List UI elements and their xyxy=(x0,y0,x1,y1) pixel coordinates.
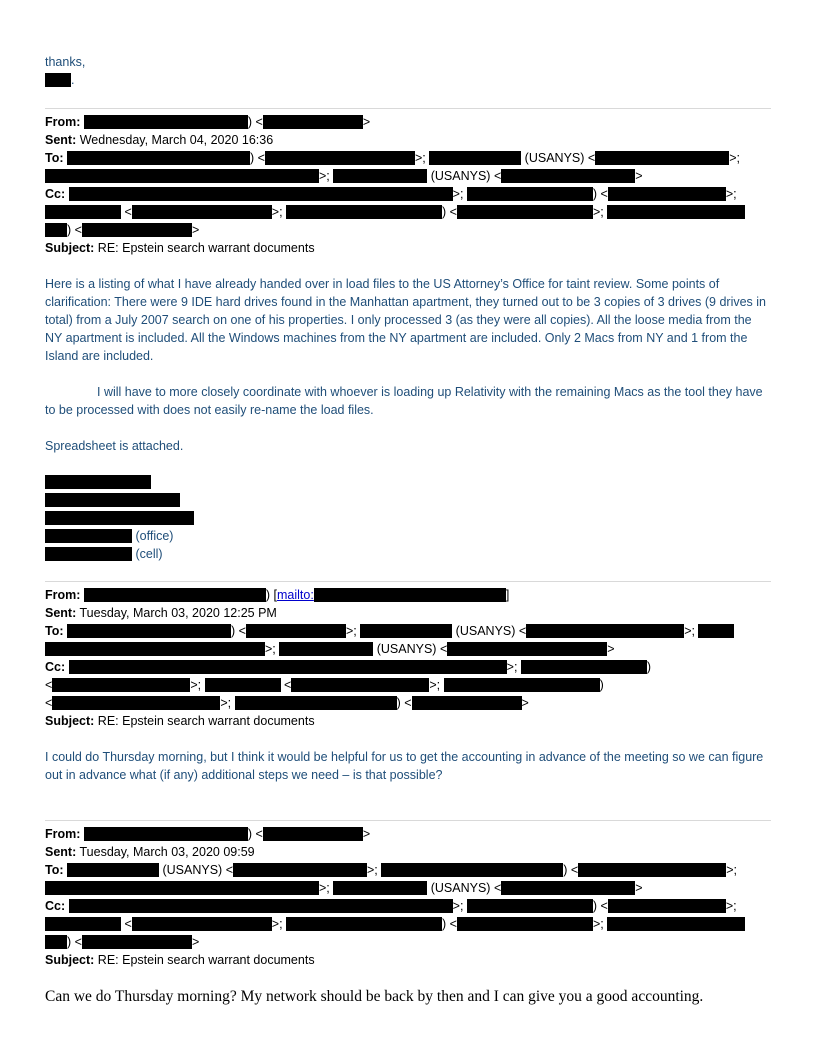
redaction xyxy=(286,917,442,931)
redaction xyxy=(69,660,507,674)
redaction xyxy=(291,678,429,692)
email1-body-paragraph-3: Spreadsheet is attached. xyxy=(45,439,184,453)
redaction xyxy=(444,678,600,692)
email3-to-line1: To: (USANYS) < >; ) < >; xyxy=(45,863,737,877)
closing-thanks: thanks, xyxy=(45,55,86,69)
email1-subject: Subject: RE: Epstein search warrant documents xyxy=(45,241,315,255)
redaction xyxy=(608,187,726,201)
signature-line xyxy=(45,492,180,508)
redaction xyxy=(69,187,453,201)
redaction xyxy=(526,624,684,638)
redaction xyxy=(263,827,363,841)
redaction xyxy=(82,223,192,237)
redaction xyxy=(607,205,745,219)
redaction xyxy=(457,917,593,931)
redaction xyxy=(45,511,194,525)
redaction xyxy=(52,678,190,692)
email1-from: From: ) < > xyxy=(45,115,371,129)
divider xyxy=(45,108,771,109)
email1-to-line2: >; (USANYS) < > xyxy=(45,168,643,184)
redaction xyxy=(52,696,220,710)
email3-cc-line3: ) < > xyxy=(45,934,199,950)
signature-cell-phone: (cell) xyxy=(45,546,163,562)
redaction xyxy=(333,169,427,183)
redaction xyxy=(263,115,363,129)
email3-cc-line1: Cc: >; ) < >; xyxy=(45,899,737,913)
email1-cc-line3: ) < > xyxy=(45,222,199,238)
divider xyxy=(45,820,771,821)
redaction xyxy=(132,205,272,219)
redaction xyxy=(45,223,67,237)
redaction xyxy=(608,899,726,913)
redaction xyxy=(84,827,248,841)
redaction xyxy=(333,881,427,895)
email2-to-line2: >; (USANYS) < > xyxy=(45,641,615,657)
email1-cc-line1: Cc: >; ) < >; xyxy=(45,187,737,201)
redaction xyxy=(235,696,397,710)
redaction xyxy=(412,696,522,710)
redaction xyxy=(429,151,521,165)
redaction xyxy=(45,917,121,931)
redaction xyxy=(467,187,593,201)
redaction xyxy=(45,881,319,895)
redaction xyxy=(82,935,192,949)
redaction xyxy=(457,205,593,219)
redaction xyxy=(84,588,266,602)
redaction xyxy=(501,169,635,183)
email2-from: From: ) [mailto: ] xyxy=(45,588,510,602)
email3-subject: Subject: RE: Epstein search warrant documents xyxy=(45,953,315,967)
email3-sent: Sent: Tuesday, March 03, 2020 09:59 xyxy=(45,845,255,859)
redaction xyxy=(45,169,319,183)
email1-sent: Sent: Wednesday, March 04, 2020 16:36 xyxy=(45,133,274,147)
redaction xyxy=(467,899,593,913)
redaction xyxy=(67,151,250,165)
signature-line xyxy=(45,474,151,490)
email3-cc-line2: < >; ) < >; xyxy=(45,916,745,932)
redaction xyxy=(45,529,132,543)
signature-office-phone: (office) xyxy=(45,528,173,544)
redaction xyxy=(360,624,452,638)
email2-to-line1: To: ) < >; (USANYS) < >; xyxy=(45,623,734,639)
redaction xyxy=(595,151,729,165)
email2-sent: Sent: Tuesday, March 03, 2020 12:25 PM xyxy=(45,606,277,620)
redaction xyxy=(132,917,272,931)
redaction xyxy=(45,642,265,656)
redaction xyxy=(67,624,231,638)
redaction xyxy=(45,205,121,219)
email2-cc-line3: < >; ) < > xyxy=(45,696,529,710)
redaction xyxy=(501,881,635,895)
email2-cc-line1: Cc: >; ) xyxy=(45,660,652,674)
redaction xyxy=(521,660,647,674)
redaction xyxy=(45,493,180,507)
closing-signature: . xyxy=(45,72,74,88)
redaction xyxy=(45,475,151,489)
email1-body-paragraph-2: I will have to more closely coordinate with whoever is loading up Relativity with the remaining Macs as the tool they have to be processed with does not easily re-name the load files. xyxy=(45,385,763,417)
redaction xyxy=(447,642,607,656)
email2-subject: Subject: RE: Epstein search warrant documents xyxy=(45,714,315,728)
email3-from: From: ) < > xyxy=(45,827,371,841)
email1-body-paragraph: Here is a listing of what I have already handed over in load files to the US Attorney’s Office for taint review. Some points of clarification: There were 9 IDE hard drives found in the Manhattan apartment, they turned out to be 3 copies of 3 drives (9 drives in total) from a July 2007 search on one of his properties. I only processed 3 (as they were all copies). All the loose media from the NY apartment is included. All the Windows machines from the NY apartment are included. Only 2 Macs from NY and 1 from the Island are included. xyxy=(45,277,766,363)
redaction xyxy=(45,73,71,87)
redaction xyxy=(67,863,159,877)
email1-to-line1: To: ) < >; (USANYS) < >; xyxy=(45,151,740,165)
email2-cc-line2: < >; < >; ) xyxy=(45,678,604,692)
email1-cc-line2: < >; ) < >; xyxy=(45,204,745,220)
redaction xyxy=(381,863,563,877)
redaction xyxy=(69,899,453,913)
redaction xyxy=(84,115,248,129)
redaction xyxy=(233,863,367,877)
redaction xyxy=(578,863,726,877)
divider xyxy=(45,581,771,582)
redaction xyxy=(45,935,67,949)
mailto-link[interactable]: mailto: xyxy=(277,588,314,602)
redaction xyxy=(279,642,373,656)
signature-line xyxy=(45,510,194,526)
email3-body-paragraph: Can we do Thursday morning? My network should be back by then and I can give you a good accounting. xyxy=(45,988,704,1005)
redaction xyxy=(246,624,346,638)
redaction xyxy=(607,917,745,931)
redaction xyxy=(45,547,132,561)
redaction xyxy=(265,151,415,165)
redaction xyxy=(698,624,734,638)
redaction xyxy=(286,205,442,219)
email3-to-line2: >; (USANYS) < > xyxy=(45,880,643,896)
redaction xyxy=(314,588,506,602)
redaction xyxy=(205,678,281,692)
email2-body-paragraph: I could do Thursday morning, but I think it would be helpful for us to get the accounting in advance of the meeting so we can figure out in advance what (if any) additional steps we need – is that possible? xyxy=(45,750,764,782)
